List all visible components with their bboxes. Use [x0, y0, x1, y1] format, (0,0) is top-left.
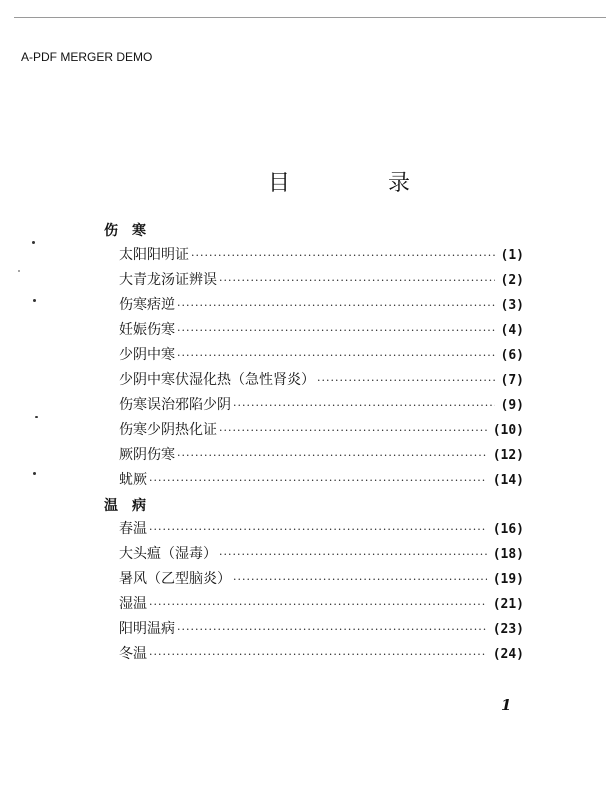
toc-entry-label: 暑风（乙型脑炎） [119, 571, 231, 587]
toc-entry-label: 妊娠伤寒 [119, 322, 175, 338]
toc-entry-page: (2) [500, 273, 524, 288]
scan-speck [35, 416, 38, 418]
leader-dots [219, 424, 487, 437]
toc-entry-label: 伤寒少阴热化证 [119, 422, 217, 438]
toc-entry[interactable] [119, 568, 524, 588]
leader-dots [219, 548, 487, 561]
toc-entry[interactable] [119, 344, 524, 364]
toc-entry[interactable] [119, 244, 524, 264]
watermark: A-PDF MERGER DEMO [21, 50, 153, 64]
page-number: 1 [501, 696, 512, 714]
toc-entry[interactable] [119, 294, 524, 314]
toc-entry-label: 冬温 [119, 646, 147, 662]
scan-speck [33, 472, 36, 475]
toc-entry-label: 春温 [119, 521, 147, 537]
toc-entry-page: (24) [492, 647, 524, 662]
toc-entry-page: (18) [492, 547, 524, 562]
toc-entry-label: 蚘厥 [119, 472, 147, 488]
scan-speck [33, 299, 36, 302]
leader-dots [149, 648, 487, 661]
toc-entry[interactable] [119, 394, 524, 414]
leader-dots [149, 598, 487, 611]
toc-entry[interactable] [119, 444, 524, 464]
leader-dots [233, 573, 487, 586]
toc-entry[interactable] [119, 469, 524, 489]
toc-entry[interactable] [119, 618, 524, 638]
toc-entry-label: 阳明温病 [119, 621, 175, 637]
toc-entry-page: (4) [500, 323, 524, 338]
leader-dots [177, 623, 487, 636]
toc-entry-page: (6) [500, 348, 524, 363]
toc-entry-page: (12) [492, 448, 524, 463]
toc-entry[interactable] [119, 543, 524, 563]
scan-speck [18, 270, 20, 272]
toc-entry-page: (1) [500, 248, 524, 263]
leader-dots [317, 374, 495, 387]
toc-entry-page: (21) [492, 597, 524, 612]
section-title-shanghan: 伤寒 [104, 223, 160, 239]
toc-entry-page: (14) [492, 473, 524, 488]
toc-entry-label: 厥阴伤寒 [119, 447, 175, 463]
toc-entry[interactable] [119, 419, 524, 439]
toc-entry-page: (7) [500, 373, 524, 388]
leader-dots [177, 299, 495, 312]
toc-entry-label: 太阳阳明证 [119, 247, 189, 263]
toc-entry-label: 湿温 [119, 596, 147, 612]
toc-entry-page: (16) [492, 522, 524, 537]
toc-entry-label: 伤寒误治邪陷少阴 [119, 397, 231, 413]
toc-entry-page: (23) [492, 622, 524, 637]
leader-dots [191, 249, 495, 262]
toc-entry-page: (10) [492, 423, 524, 438]
toc-entry[interactable] [119, 369, 524, 389]
toc-entry[interactable] [119, 269, 524, 289]
leader-dots [149, 523, 487, 536]
leader-dots [177, 449, 487, 462]
toc-entry-page: (9) [500, 398, 524, 413]
page-title: 目 录 [268, 171, 449, 196]
toc-entry[interactable] [119, 319, 524, 339]
leader-dots [149, 474, 487, 487]
section-title-wenbing: 温病 [104, 498, 160, 514]
top-rule [14, 17, 606, 18]
toc-entry-label: 少阴中寒伏湿化热（急性肾炎） [119, 372, 315, 388]
leader-dots [177, 324, 495, 337]
leader-dots [177, 349, 495, 362]
toc-entry-label: 伤寒痞逆 [119, 297, 175, 313]
toc-entry-page: (19) [492, 572, 524, 587]
scan-speck [32, 241, 35, 244]
leader-dots [219, 274, 495, 287]
toc-entry[interactable] [119, 593, 524, 613]
toc-entry-page: (3) [500, 298, 524, 313]
toc-entry[interactable] [119, 643, 524, 663]
toc-entry-label: 大青龙汤证辨误 [119, 272, 217, 288]
toc-entry-label: 大头瘟（湿毒） [119, 546, 217, 562]
leader-dots [233, 399, 495, 412]
toc-entry-label: 少阴中寒 [119, 347, 175, 363]
toc-entry[interactable] [119, 518, 524, 538]
